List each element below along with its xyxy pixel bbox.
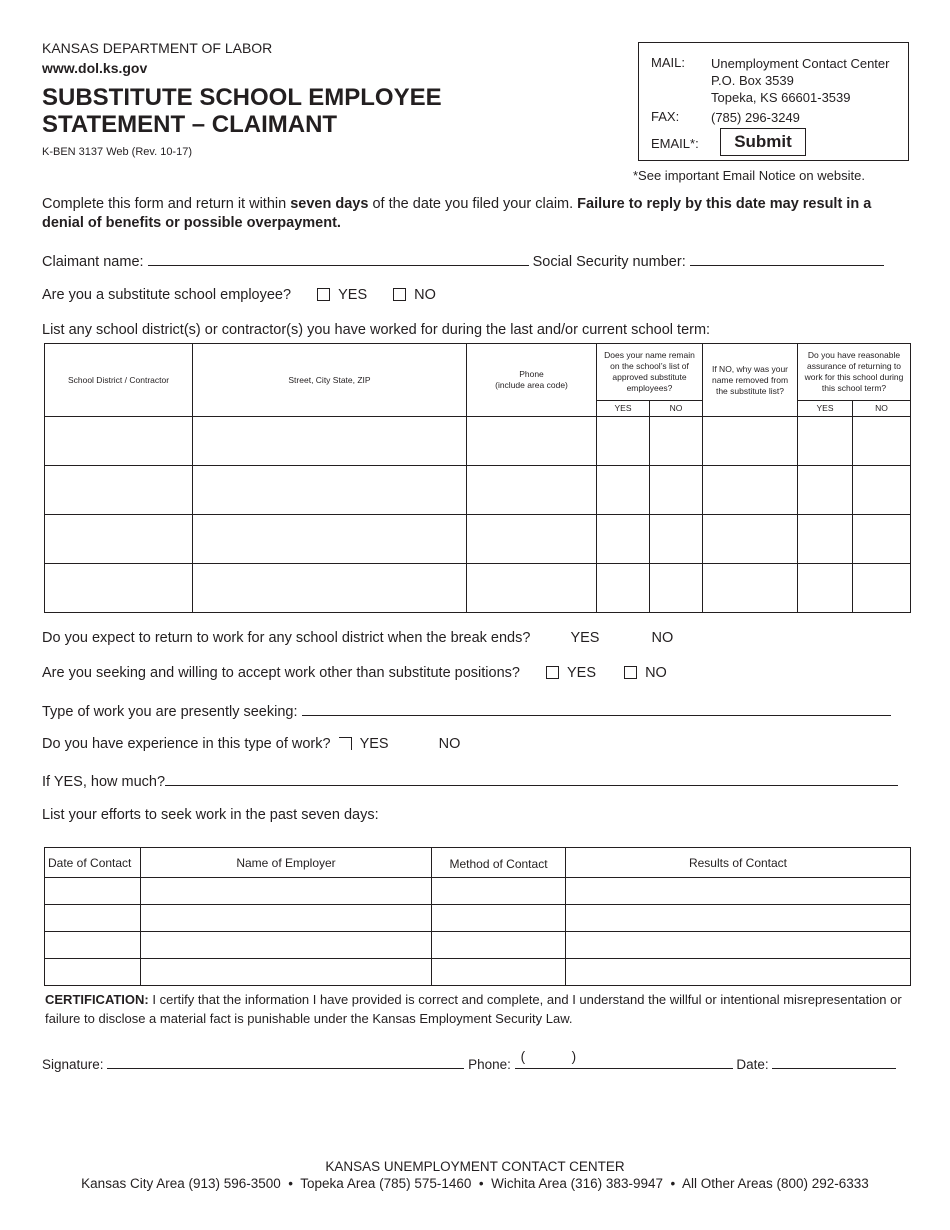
method-cell[interactable] <box>432 932 566 959</box>
substitute-no-label: NO <box>414 287 436 303</box>
col-remain-no: NO <box>650 401 703 417</box>
phone-cell[interactable] <box>467 417 597 466</box>
assurance-no-cell[interactable] <box>853 564 911 613</box>
remain-no-cell[interactable] <box>650 564 703 613</box>
claimant-name-label: Claimant name: <box>42 254 144 270</box>
employer-cell[interactable] <box>141 878 432 905</box>
certification-label: CERTIFICATION: <box>45 992 149 1007</box>
phone-field[interactable] <box>515 1049 733 1069</box>
assurance-no-cell[interactable] <box>853 417 911 466</box>
table-row <box>45 564 911 613</box>
method-cell[interactable] <box>432 959 566 986</box>
intro-bold-seven-days: seven days <box>290 196 369 212</box>
fax-label: FAX: <box>651 109 680 124</box>
return-question: Do you expect to return to work for any school district when the break ends? <box>42 630 531 646</box>
col-phone-line1: Phone <box>519 369 544 379</box>
signature-field[interactable] <box>107 1054 464 1069</box>
remain-no-cell[interactable] <box>650 466 703 515</box>
seeking-question-row <box>42 665 667 681</box>
how-much-label: If YES, how much? <box>42 774 166 790</box>
substitute-yes-checkbox[interactable] <box>317 288 330 301</box>
district-cell[interactable] <box>45 564 193 613</box>
intro-instructions <box>42 195 912 233</box>
phone-cell[interactable] <box>467 515 597 564</box>
intro-bold-warning: Failure to reply by this date may result in a denial of benefits or possible overpayment. <box>42 196 872 231</box>
seeking-no-label: NO <box>645 665 667 681</box>
address-cell[interactable] <box>193 515 467 564</box>
col-results-of-contact: Results of Contact <box>566 848 911 878</box>
employer-cell[interactable] <box>141 959 432 986</box>
work-search-table <box>44 847 911 986</box>
col-address: Street, City State, ZIP <box>193 344 467 417</box>
assurance-yes-cell[interactable] <box>798 515 853 564</box>
col-removed-reason: If NO, why was your name removed from the substitute list? <box>703 344 798 417</box>
phone-open-paren: ( <box>520 1049 526 1064</box>
experience-no-option[interactable]: NO <box>438 736 461 752</box>
footer-phone-numbers: Kansas City Area (913) 596-3500 • Topeka Area (785) 575-1460 • Wichita Area (316) 383-9947 • All Other Areas (800) 292-6333 <box>81 1176 869 1191</box>
contact-box <box>638 42 909 161</box>
form-title <box>42 84 512 138</box>
col-date-of-contact: Date of Contact <box>45 848 141 878</box>
seeking-no-checkbox[interactable] <box>624 666 637 679</box>
col-phone-line2: (include area code) <box>495 380 568 390</box>
type-of-work-label: Type of work you are presently seeking: <box>42 704 298 720</box>
phone-cell[interactable] <box>467 466 597 515</box>
mail-address <box>711 55 889 106</box>
method-cell[interactable] <box>432 905 566 932</box>
phone-close-paren: ) <box>571 1049 577 1064</box>
claimant-name-field[interactable] <box>148 251 529 266</box>
col-remain-yes: YES <box>597 401 650 417</box>
efforts-label: List your efforts to seek work in the past seven days: <box>42 807 379 823</box>
seeking-yes-label: YES <box>567 665 597 681</box>
district-cell[interactable] <box>45 417 193 466</box>
experience-question: Do you have experience in this type of work? <box>42 736 331 752</box>
district-cell[interactable] <box>45 515 193 564</box>
type-of-work-row <box>42 701 891 720</box>
col-assurance-yes: YES <box>798 401 853 417</box>
substitute-question: Are you a substitute school employee? <box>42 287 292 303</box>
table-row <box>45 932 911 959</box>
experience-yes-label: YES <box>359 736 389 752</box>
substitute-yes-label: YES <box>338 287 368 303</box>
certification-text: I certify that the information I have provided is correct and complete, and I understand the willful or intentional misrepresentation or failure to disclose a material fact is punishable under the Kansas Employment Security Law. <box>45 992 902 1026</box>
substitute-no-checkbox[interactable] <box>393 288 406 301</box>
form-title-line2: STATEMENT – CLAIMANT <box>42 111 338 138</box>
method-cell[interactable] <box>432 878 566 905</box>
mail-line3: Topeka, KS 66601-3539 <box>711 90 851 105</box>
agency-website: www.dol.ks.gov <box>42 60 148 76</box>
seeking-question: Are you seeking and willing to accept work other than substitute positions? <box>42 665 520 681</box>
experience-question-row <box>42 736 460 752</box>
how-much-row <box>42 771 898 790</box>
date-field[interactable] <box>772 1054 896 1069</box>
form-number: K-BEN 3137 Web (Rev. 10-17) <box>42 146 192 158</box>
assurance-yes-cell[interactable] <box>798 466 853 515</box>
district-table <box>44 343 911 613</box>
address-cell[interactable] <box>193 466 467 515</box>
footer-center-name: KANSAS UNEMPLOYMENT CONTACT CENTER <box>325 1159 625 1174</box>
col-remain-on-list: Does your name remain on the school’s list of approved substitute employees? <box>597 344 703 401</box>
results-cell[interactable] <box>566 932 911 959</box>
removed-reason-cell[interactable] <box>703 466 798 515</box>
col-assurance-no: NO <box>853 401 911 417</box>
agency-name: KANSAS DEPARTMENT OF LABOR <box>42 40 273 56</box>
date-cell[interactable] <box>45 932 141 959</box>
claimant-row <box>42 251 884 270</box>
remain-no-cell[interactable] <box>650 417 703 466</box>
email-label: EMAIL*: <box>651 136 699 151</box>
mail-label: MAIL: <box>651 55 685 70</box>
results-cell[interactable] <box>566 878 911 905</box>
results-cell[interactable] <box>566 905 911 932</box>
signature-row <box>42 1049 896 1072</box>
intro-text-1: Complete this form and return it within <box>42 196 291 212</box>
return-yes-option[interactable]: YES <box>570 630 600 646</box>
ssn-field[interactable] <box>690 251 884 266</box>
seeking-yes-checkbox[interactable] <box>546 666 559 679</box>
return-question-row <box>42 630 673 646</box>
email-notice: *See important Email Notice on website. <box>633 168 865 183</box>
results-cell[interactable] <box>566 959 911 986</box>
remain-yes-cell[interactable] <box>597 564 650 613</box>
signature-label: Signature: <box>42 1057 104 1072</box>
removed-reason-cell[interactable] <box>703 515 798 564</box>
assurance-yes-cell[interactable] <box>798 417 853 466</box>
submit-button[interactable]: Submit <box>720 128 806 156</box>
mail-line2: P.O. Box 3539 <box>711 73 794 88</box>
col-district: School District / Contractor <box>45 344 193 417</box>
address-cell[interactable] <box>193 564 467 613</box>
table-row <box>45 466 911 515</box>
return-no-option[interactable]: NO <box>651 630 674 646</box>
assurance-no-cell[interactable] <box>853 466 911 515</box>
remain-yes-cell[interactable] <box>597 417 650 466</box>
table-row <box>45 905 911 932</box>
phone-label: Phone: <box>468 1057 511 1072</box>
assurance-yes-cell[interactable] <box>798 564 853 613</box>
col-name-of-employer: Name of Employer <box>141 848 432 878</box>
experience-yes-checkbox[interactable] <box>339 737 352 750</box>
ssn-label: Social Security number: <box>532 254 686 270</box>
form-title-line1: SUBSTITUTE SCHOOL EMPLOYEE <box>42 84 442 111</box>
table-row <box>45 515 911 564</box>
remain-yes-cell[interactable] <box>597 515 650 564</box>
employer-cell[interactable] <box>141 932 432 959</box>
table-row <box>45 417 911 466</box>
intro-text-2: of the date you filed your claim. <box>368 196 578 212</box>
fax-number: (785) 296-3249 <box>711 110 800 125</box>
district-cell[interactable] <box>45 466 193 515</box>
date-cell[interactable] <box>45 878 141 905</box>
remain-no-cell[interactable] <box>650 515 703 564</box>
col-method-of-contact: Method of Contact <box>432 848 566 878</box>
table-row <box>45 878 911 905</box>
address-cell[interactable] <box>193 417 467 466</box>
assurance-no-cell[interactable] <box>853 515 911 564</box>
removed-reason-cell[interactable] <box>703 564 798 613</box>
type-of-work-field[interactable] <box>302 701 891 716</box>
date-cell[interactable] <box>45 959 141 986</box>
employer-cell[interactable] <box>141 905 432 932</box>
date-cell[interactable] <box>45 905 141 932</box>
removed-reason-cell[interactable] <box>703 417 798 466</box>
mail-line1: Unemployment Contact Center <box>711 56 890 71</box>
substitute-question-row <box>42 287 436 303</box>
col-phone <box>467 344 597 417</box>
list-districts-label: List any school district(s) or contractor(s) you have worked for during the last and/or current school term: <box>42 322 711 338</box>
certification-statement <box>45 990 905 1028</box>
phone-cell[interactable] <box>467 564 597 613</box>
remain-yes-cell[interactable] <box>597 466 650 515</box>
table-row <box>45 959 911 986</box>
col-reasonable-assurance: Do you have reasonable assurance of returning to work for this school during this school term? <box>798 344 911 401</box>
how-much-field[interactable] <box>165 771 898 786</box>
date-label: Date: <box>736 1057 769 1072</box>
